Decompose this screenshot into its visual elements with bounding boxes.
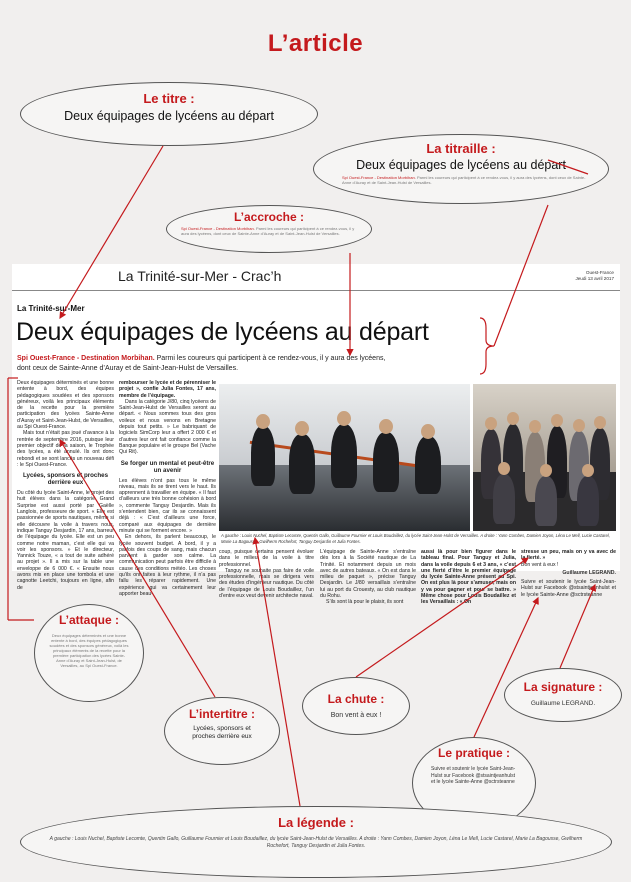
- chute-text: Bon vent à eux !: [330, 712, 382, 719]
- arrow-titre: [60, 146, 163, 318]
- accroche-small-text: Parmi les coureurs qui participent à ce rendez-vous, il y aura des lycéens, dont ceux de Sainte-Anne d’Auray et de Saint-Jean-Hulst de Versailles.: [181, 226, 355, 236]
- article-col2-a: rembourser le lycée et de pérenniser le projet », confie Julia Fontes, 17 ans, membre de l’équipage.: [119, 380, 216, 399]
- article-pratique: Suivre et soutenir le lycée Saint-Jean-Hulst sur Facebook @stsaintjeanhulst et le lycée Sainte-Anne @sctrsteanne: [521, 579, 616, 598]
- titre-label: Le titre :: [143, 91, 195, 106]
- article-intertitre1: Lycées, sponsors et proches derrière eux: [22, 472, 109, 487]
- arrow-titraille: [548, 160, 588, 174]
- article-col5: aussi là pour bien figurer dans le tableau final. Pour Tanguy et Julia, dans la voile depuis 6 et 3 ans, « c’est une fierté d’être le premier équipage du lycée Sainte-Anne présent au Spi. On est plus là pour s’amuser, mais on y va pour gagner et pour se battre. » Même chose pour Louis Boudaillez et les Versaillais : « On: [421, 549, 516, 606]
- article-col4-b: S’ils sont là pour le plaisir, ils sont: [326, 599, 404, 606]
- article-chapo-red: Spi Ouest-France - Destination Morbihan.: [17, 355, 155, 362]
- pratique-label: Le pratique :: [437, 746, 510, 760]
- arrow-signature: [560, 585, 595, 668]
- article-col1-c: Du côté du lycée Saint-Anne, le projet des huit élèves dans la catégorie Grand Surprise est aussi porté par Gaëlle Langlois, professeure de sport. « Elle est passionnée de sports nautiques, même si elle découvre la voile à travers nous, indique Tanguy Desjardin, 17 ans, barreur de l’équipage du lycée. Elle est un peu comme notre maman, c’est elle qui va voir les sponsors. » Et le directeur, Yannick Touze, « a tout de suite adhéré au projet ». Il a mis sur la table une enveloppe de 6 000 €. « Ensuite nous avons mis en place une tombola et une cagnotte Leetchi, toujours en ligne, afin de: [17, 490, 114, 591]
- signature-label: La signature :: [523, 680, 603, 694]
- article-headline: Deux équipages de lycéens au départ: [16, 318, 429, 346]
- chute-label: La chute :: [327, 692, 385, 706]
- pratique-text: Suivre et soutenir le lycée Saint-Jean-Hulst sur Facebook @stsaintjeanhulst et le lycée Sainte-Anne @sctrsteanne: [431, 766, 516, 785]
- attaque-label: L’attaque :: [58, 613, 119, 627]
- arrow-titraille-bracket: [494, 205, 548, 346]
- titraille-bracket: [480, 318, 494, 374]
- titraille-text: Deux équipages de lycéens au départ: [356, 158, 566, 172]
- article-col2-c: Les élèves n’ont pas tous le même niveau, mais ils se tirent vers le haut. Ils apprennent à travailler en équipe. « Il faut d’ailleurs une très bonne cohésion à bord », commente Tanguy Desjardin. Mais ils s’entendent bien, car ils se connaissent déjà : « C’est d’ailleurs une force, comparé aux équipages de dernière minute qui se forment encore. »: [119, 477, 216, 534]
- article-col4-a: L’équipage de Sainte-Anne s’entraîne dès lors à la Société nautique de La Trinité. Et notamment depuis un mois avec de autres bateaux. « On est dans le milieu de paquet », précise Tanguy Desjardin. Le J/80 versaillais s’entraîne lui au port du Crouesty, au club nautique du Rohu.: [320, 549, 416, 600]
- article-signature: Guillaume LEGRAND.: [562, 569, 616, 576]
- intertitre-label: L’intertitre :: [188, 707, 255, 721]
- article-caption: A gauche : Louis Nuchel, Baptiste Lecomte, Quentin Gallo, Guillaume Fournier et Louis Boudaillez, du lycée Saint-Jean-Hulst de Versailles. A droite : Yann Combes, Damien Joyon, Léna Le Mell, Lucie Castarel, Marie La Bagousse, Gwilherm Rochefort, Tanguy Desjardin et Julia Fontes.: [221, 533, 610, 544]
- legende-label: La légende :: [278, 815, 354, 830]
- article-source: Ouest-France: [585, 270, 614, 275]
- article-col1-b: Mais tout n’était pas joué d’avance à la rentrée de septembre 2016, puisque leur premier objectif de la saison, le Trophée des lycées, a été annulé. Ils ont donc rebondi et se sont lancés un nouveau défi : le Spi Ouest-France.: [17, 430, 114, 468]
- legende-text: A gauche : Louis Nuchel, Baptiste Lecomte, Quentin Gallo, Guillaume Fournier et Louis Boudaillez, du lycée Saint-Jean-Hulst de Versailles. A droite : Yann Combes, Damien Joyon, Léna Le Mell, Lucie Castarel, Marie La Bagousse, Gwilherm Rochefort, Tanguy Desjardin et Julia Fontes.: [49, 836, 583, 849]
- article-col2-d: En dehors, ils parlent beaucoup, le lycée souvent budget. A bord, il y a parfois des coups de sang, mais chacun parvient à garder son calme. La communication peut parfois être difficile à cause des conditions météo. Les choses qu’ils ont faites à leur rythme, il n’a pas fallu les réparer rapidement. Une expérience qui va certainement leur apporter beau-: [119, 534, 216, 597]
- titraille-label: La titraille :: [426, 141, 496, 156]
- page-title: L’article: [267, 30, 364, 57]
- arrow-intertitre: [60, 440, 215, 697]
- article-col3-a: coup, puisque certains pensent évoluer dans le milieu de la voile à titre professionnel.: [219, 549, 314, 568]
- titre-text: Deux équipages de lycéens au départ: [64, 109, 274, 123]
- intertitre-text: Lycées, sponsors et proches derrière eux: [192, 725, 252, 740]
- article-intertitre2: Se forger un mental et peut-être un avenir: [120, 459, 215, 474]
- arrow-legende: [255, 538, 300, 806]
- accroche-label: L’accroche :: [233, 210, 305, 224]
- signature-text: Guillaume LEGRAND.: [530, 700, 596, 707]
- article-chapo-text: Parmi les coureurs qui participent à ce rendez-vous, il y aura des lycéens, dont ceux de Sainte-Anne d’Auray et de Saint-Jean-Hulst de Versailles.: [17, 355, 386, 372]
- titraille-small-text: Parmi les coureurs qui participent à ce rendez-vous, il y aura des lycéens, dont ceux de Sainte-Anne d’Auray et de Saint-Jean-Hulst de Versailles.: [342, 175, 586, 185]
- article-col2-b: Dans la catégorie J/80, cinq lycéens de Saint-Jean-Hulst de Versailles seront au départ. « Nous sommes tous des gros voileux et nous venons en Bretagne depuis tout petits. » Le babriquant de logiciels SimCorp leur a offert 2 000 € et d’autres leur ont fait confiance comme la Banque populaire et le groupe Bel (Vache Qui Rit).: [119, 398, 216, 456]
- arrow-pratique: [474, 598, 538, 737]
- titraille-small-red: Spi Ouest-France - Destination Morbihan.: [342, 175, 416, 180]
- article-col6-chute: Bon vent à eux !: [521, 561, 559, 568]
- arrow-chute: [356, 558, 528, 677]
- article-header: La Trinité-sur-Mer - Crac’h: [118, 268, 282, 284]
- article-kicker: La Trinité-sur-Mer: [17, 304, 85, 313]
- article-col1-a: Deux équipages déterminés et une bonne entente à bord, des équipes pédagogiques soudées et des sponsors généreux, voilà les principaux éléments de la recette pour la première participation des lycées Sainte-Anne d’Auray et Saint-Jean-Hulst, de Versailles, au Spi Ouest-France.: [17, 380, 114, 431]
- article-date: Jeudi 13 avril 2017: [575, 276, 614, 281]
- attaque-text: Deux équipages déterminés et une bonne entente à bord, des équipes pédagogiques soudées et des sponsors généreux, voilà les principaux éléments de la recette pour la première participation des lycées Sainte-Anne d’Auray et Saint-Jean-Hulst, de Versailles, au Spi Ouest-France.: [49, 633, 129, 668]
- article-col6-text: stresse un peu, mais on y va avec de la fierté. »: [521, 549, 616, 562]
- article-col3-b: Tanguy ne souhaite pas faire de voile professionnelle, mais se dirigera vers des études d’ingénieur nautique. Du côté de l’équipage de Louis Boudaillez, l’un d’entre eux veut devenir architecte naval.: [219, 567, 314, 600]
- accroche-small-red: Spi Ouest-France - Destination Morbihan.: [181, 226, 255, 231]
